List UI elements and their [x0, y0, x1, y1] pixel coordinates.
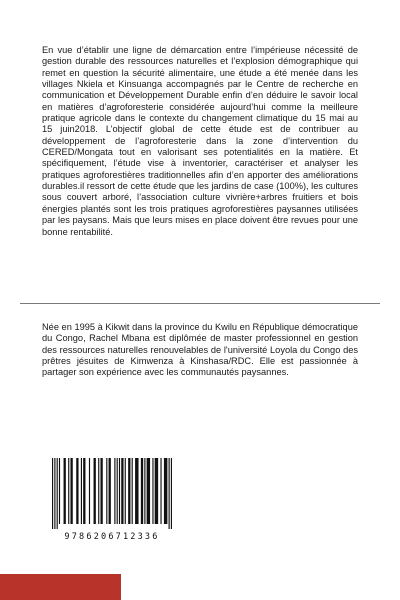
barcode-bar: [94, 458, 96, 524]
isbn-barcode: [42, 458, 182, 548]
barcode-bar: [52, 458, 53, 529]
section-divider: [20, 303, 380, 304]
barcode-bar: [114, 458, 115, 524]
barcode-bar: [152, 458, 153, 524]
barcode-bar: [81, 458, 82, 524]
isbn-digits: 9786206712336: [64, 532, 160, 542]
barcode-bar: [109, 458, 111, 524]
barcode-bar: [119, 458, 120, 524]
barcode-bars: [50, 458, 174, 529]
barcode-bar: [169, 458, 170, 529]
publisher-color-bar: [0, 574, 121, 600]
barcode-bar: [100, 458, 102, 524]
barcode-bar: [147, 458, 150, 524]
barcode-bar: [83, 458, 85, 524]
barcode-bar: [121, 458, 123, 524]
barcode-bar: [135, 458, 138, 524]
barcode-bar: [141, 458, 143, 524]
barcode-bar: [57, 458, 58, 529]
barcode-bar: [59, 458, 60, 524]
barcode-bar: [171, 458, 172, 529]
barcode-bar: [106, 458, 107, 524]
barcode-bar: [68, 458, 69, 524]
barcode-bar: [144, 458, 145, 524]
barcode-bar: [54, 458, 55, 529]
barcode-bar: [128, 458, 130, 524]
barcode-bar: [70, 458, 72, 524]
barcode-bar: [155, 458, 158, 524]
summary-text: En vue d’établir une ligne de démarcation entre l’impérieuse nécessité de gestion durable des ressources naturelles et l’explosion démographique qui remet en question la sécurité alimentaire, une étude a été menée dans les villages Nkiela et Kinsuanga accompagnés par le Centre de recherche en communication et Développement Durable enfin d’en déduire le savoir local en matières d’agroforesterie considérée aujourd’hui comme la meilleure pratique agricole dans le contexte du changement climatique du 15 mai au 15 juin2018. L’objectif global de cette étude est de contribuer au développement de l’agroforesterie dans la zone d’intervention du CERED/Mongata tout en valorisant ses potentialités en la matière. Et spécifiquement, l’étude vise à inventorier, caractériser et analyser les pratiques agroforestières traditionnelles afin d’en apporter des améliorations durables.il ressort de cette étude que les jardins de case (100%), les cultures sous couvert arboré, l’association culture vivrière+arbres fruitiers et bois énergies plantés sont les trois pratiques agroforestières paysannes utilisées par les paysans. Mais que leurs mises en place doivent être revues pour une bonne rentabilité.: [42, 45, 358, 237]
barcode-bar: [117, 458, 118, 524]
barcode-bar: [132, 458, 133, 524]
barcode-bar: [98, 458, 99, 524]
barcode-bar: [76, 458, 78, 524]
barcode-bar: [64, 458, 66, 524]
barcode-bar: [89, 458, 90, 524]
barcode-bar: [160, 458, 161, 524]
author-bio: Née en 1995 à Kikwit dans la province du Kwilu en République démocratique du Congo, Rachel Mbana est diplômée de master professionnel en gestion des ressources naturelles renouvelables de l'université Loyola du Congo des prêtres jésuites de Kimwenza à Kinshasa/RDC. Elle est passionnée à partager son expérience avec les communautés paysannes.: [42, 322, 358, 378]
barcode-bar: [125, 458, 126, 524]
barcode-bar: [164, 458, 167, 524]
